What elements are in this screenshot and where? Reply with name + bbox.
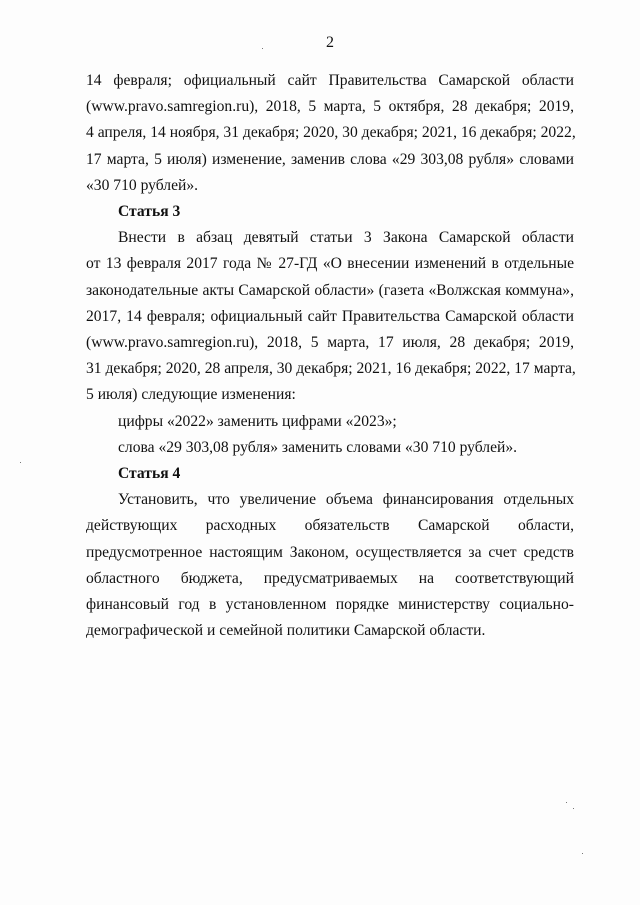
paragraph-continuation	[86, 68, 574, 199]
text-line: 14 февраля; официальный сайт Правительства Самарской области	[86, 72, 574, 89]
text-line: (www.pravo.samregion.ru), 2018, 5 марта, 17 июля, 28 декабря; 2019,	[86, 334, 574, 352]
text-line: демографической и семейной политики Самарской области.	[86, 622, 486, 640]
scan-speck	[566, 802, 567, 803]
article-3-text	[86, 225, 574, 408]
text-line: предусмотренное настоящим Законом, осуществляется за счет средств	[86, 543, 574, 561]
text-line: 17 марта, 5 июля) изменение, заменив слова «29 303,08 рубля» словами	[86, 150, 574, 168]
text-line: 5 июля) следующие изменения:	[86, 386, 296, 404]
scan-speck	[582, 853, 583, 854]
scan-speck	[20, 462, 21, 463]
scan-speck	[573, 808, 574, 809]
article-3-heading: Статья 3	[118, 203, 181, 221]
scan-speck	[262, 48, 263, 49]
text-line: действующих расходных обязательств Самарской области,	[86, 517, 574, 535]
text-line: Установить, что увеличение объема финансирования отдельных	[118, 491, 574, 509]
text-line: финансовый год в установленном порядке министерству социально-	[86, 596, 574, 614]
article-3-item-1	[86, 409, 574, 435]
article-4-heading: Статья 4	[118, 465, 181, 483]
text-line: 4 апреля, 14 ноября, 31 декабря; 2020, 30 декабря; 2021, 16 декабря; 2022,	[86, 124, 576, 142]
text-line: Внести в абзац девятый статьи 3 Закона Самарской области	[118, 229, 574, 247]
text-line: слова «29 303,08 рубля» заменить словами «30 710 рублей».	[118, 438, 518, 456]
text-line: 31 декабря; 2020, 28 апреля, 30 декабря; 2021, 16 декабря; 2022, 17 марта,	[86, 360, 576, 378]
text-line: цифры «2022» заменить цифрами «2023»;	[118, 412, 397, 430]
document-body	[86, 68, 574, 644]
text-line: «30 710 рублей».	[86, 176, 199, 194]
article-4-text	[86, 487, 574, 644]
text-line: от 13 февраля 2017 года № 27-ГД «О внесении изменений в отдельные	[86, 255, 574, 273]
text-line: законодательные акты Самарской области» (газета «Волжская коммуна»,	[86, 281, 574, 299]
page-number: 2	[326, 34, 334, 51]
text-line: областного бюджета, предусматриваемых на соответствующий	[86, 569, 574, 587]
text-line: (www.pravo.samregion.ru), 2018, 5 марта, 5 октября, 28 декабря; 2019,	[86, 98, 574, 116]
article-3-item-2	[86, 435, 574, 461]
text-line: 2017, 14 февраля; официальный сайт Правительства Самарской области	[86, 307, 574, 325]
